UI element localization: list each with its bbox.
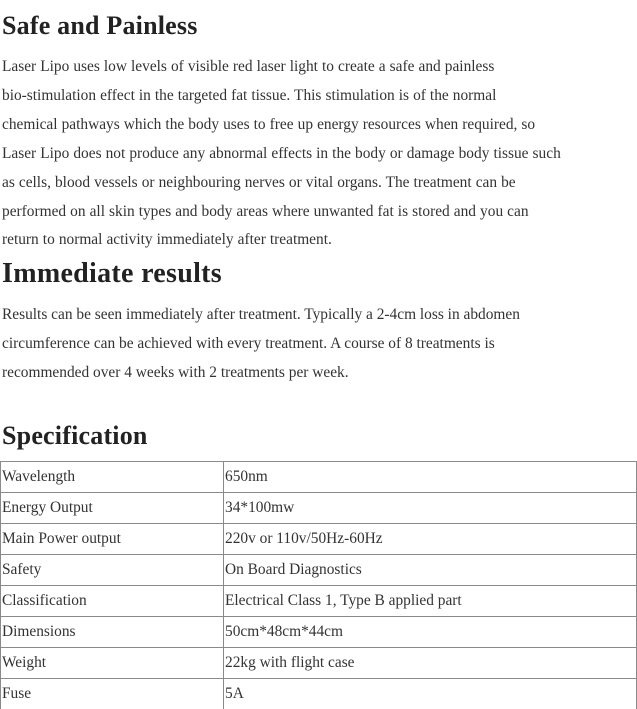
specification-table [0, 461, 637, 709]
paragraph-immediate-results: Results can be seen immediately after treatment. Typically a 2-4cm loss in abdomen circumference can be achieved with every treatment. A course of 8 treatments is recommended over 4 weeks with 2 treatments per week. [2, 306, 520, 381]
spec-label: Dimensions [1, 617, 224, 648]
table-row [1, 617, 637, 648]
spec-label: Energy Output [1, 493, 224, 524]
table-row [1, 648, 637, 679]
heading-specification: Specification [2, 421, 148, 450]
spec-value: 22kg with flight case [224, 648, 637, 679]
heading-immediate-results: Immediate results [2, 258, 222, 289]
spec-value: 50cm*48cm*44cm [224, 617, 637, 648]
spec-value: 650nm [224, 462, 637, 493]
spec-label: Safety [1, 555, 224, 586]
table-row [1, 524, 637, 555]
spec-label: Main Power output [1, 524, 224, 555]
spec-value: Electrical Class 1, Type B applied part [224, 586, 637, 617]
spec-value: 5A [224, 679, 637, 709]
table-row [1, 679, 637, 709]
spec-value: 220v or 110v/50Hz-60Hz [224, 524, 637, 555]
spec-label: Wavelength [1, 462, 224, 493]
table-row [1, 493, 637, 524]
table-row [1, 586, 637, 617]
spec-label: Classification [1, 586, 224, 617]
spec-value: On Board Diagnostics [224, 555, 637, 586]
paragraph-safe-and-painless: Laser Lipo uses low levels of visible red laser light to create a safe and painless bio-stimulation effect in the targeted fat tissue. This stimulation is of the normal chemical pathways which the body uses to free up energy resources when required, so Laser Lipo does not produce any abnormal effects in the body or damage body tissue such as cells, blood vessels or neighbouring nerves or vital organs. The treatment can be performed on all skin types and body areas where unwanted fat is stored and you can return to normal activity immediately after treatment. [2, 58, 561, 249]
table-row [1, 555, 637, 586]
table-row [1, 462, 637, 493]
spec-label: Weight [1, 648, 224, 679]
spec-value: 34*100mw [224, 493, 637, 524]
spec-label: Fuse [1, 679, 224, 709]
heading-safe-and-painless: Safe and Painless [2, 11, 198, 40]
